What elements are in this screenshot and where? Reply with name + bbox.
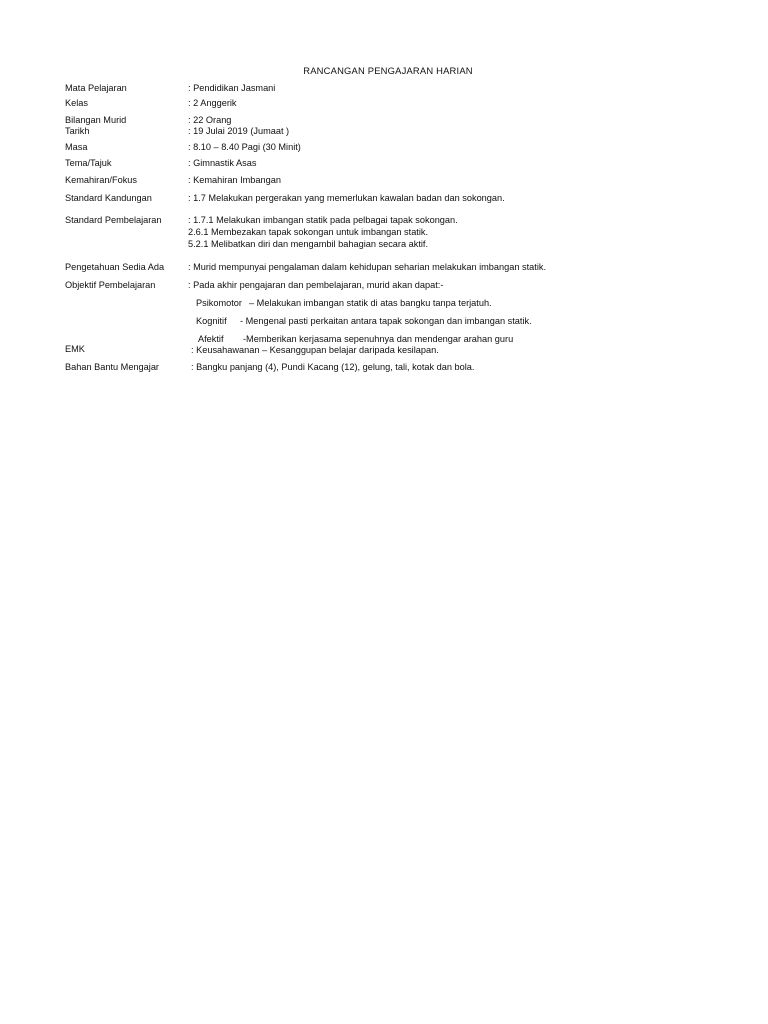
value-emk: : Keusahawanan – Kesanggupan belajar daripada kesilapan. — [191, 345, 439, 355]
label-objektif-pembelajaran: Objektif Pembelajaran — [65, 280, 156, 290]
value-bahan-bantu-mengajar: : Bangku panjang (4), Pundi Kacang (12), gelung, tali, kotak dan bola. — [191, 362, 475, 372]
value-masa: : 8.10 – 8.40 Pagi (30 Minit) — [188, 142, 301, 152]
label-standard-kandungan: Standard Kandungan — [65, 193, 152, 203]
value-standard-pembelajaran-3: 5.2.1 Melibatkan diri dan mengambil bahagian secara aktif. — [188, 239, 429, 249]
label-tarikh: Tarikh — [65, 126, 90, 136]
value-bilangan-murid: : 22 Orang — [188, 115, 232, 125]
value-kelas: : 2 Anggerik — [188, 98, 237, 108]
document-title: RANCANGAN PENGAJARAN HARIAN — [303, 65, 473, 76]
objective-text-psikomotor: – Melakukan imbangan statik di atas bangku tanpa terjatuh. — [249, 298, 492, 308]
objective-domain-psikomotor: Psikomotor — [196, 298, 242, 308]
value-tarikh: : 19 Julai 2019 (Jumaat ) — [188, 126, 290, 136]
objective-text-kognitif: - Mengenal pasti perkaitan antara tapak sokongan dan imbangan statik. — [240, 316, 532, 326]
label-mata-pelajaran: Mata Pelajaran — [65, 83, 127, 93]
value-standard-kandungan: : 1.7 Melakukan pergerakan yang memerlukan kawalan badan dan sokongan. — [188, 193, 505, 203]
value-tema-tajuk: : Gimnastik Asas — [188, 158, 257, 168]
objective-domain-afektif: Afektif — [198, 334, 224, 344]
label-bahan-bantu-mengajar: Bahan Bantu Mengajar — [65, 362, 159, 372]
label-kemahiran-fokus: Kemahiran/Fokus — [65, 175, 138, 185]
label-standard-pembelajaran: Standard Pembelajaran — [65, 215, 162, 225]
value-objektif-pembelajaran: : Pada akhir pengajaran dan pembelajaran, murid akan dapat:- — [188, 280, 444, 290]
label-pengetahuan-sedia-ada: Pengetahuan Sedia Ada — [65, 262, 165, 272]
label-bilangan-murid: Bilangan Murid — [65, 115, 127, 125]
value-mata-pelajaran: : Pendidikan Jasmani — [188, 83, 276, 93]
value-pengetahuan-sedia-ada: : Murid mempunyai pengalaman dalam kehidupan seharian melakukan imbangan statik. — [188, 262, 547, 272]
label-masa: Masa — [65, 142, 88, 152]
label-kelas: Kelas — [65, 98, 88, 108]
value-standard-pembelajaran-2: 2.6.1 Membezakan tapak sokongan untuk imbangan statik. — [188, 227, 429, 237]
label-emk: EMK — [65, 344, 85, 354]
objective-text-afektif: -Memberikan kerjasama sepenuhnya dan mendengar arahan guru — [243, 334, 514, 344]
objective-domain-kognitif: Kognitif — [196, 316, 227, 326]
value-standard-pembelajaran-1: : 1.7.1 Melakukan imbangan statik pada pelbagai tapak sokongan. — [188, 215, 458, 225]
value-kemahiran-fokus: : Kemahiran Imbangan — [188, 175, 281, 185]
label-tema-tajuk: Tema/Tajuk — [65, 158, 112, 168]
